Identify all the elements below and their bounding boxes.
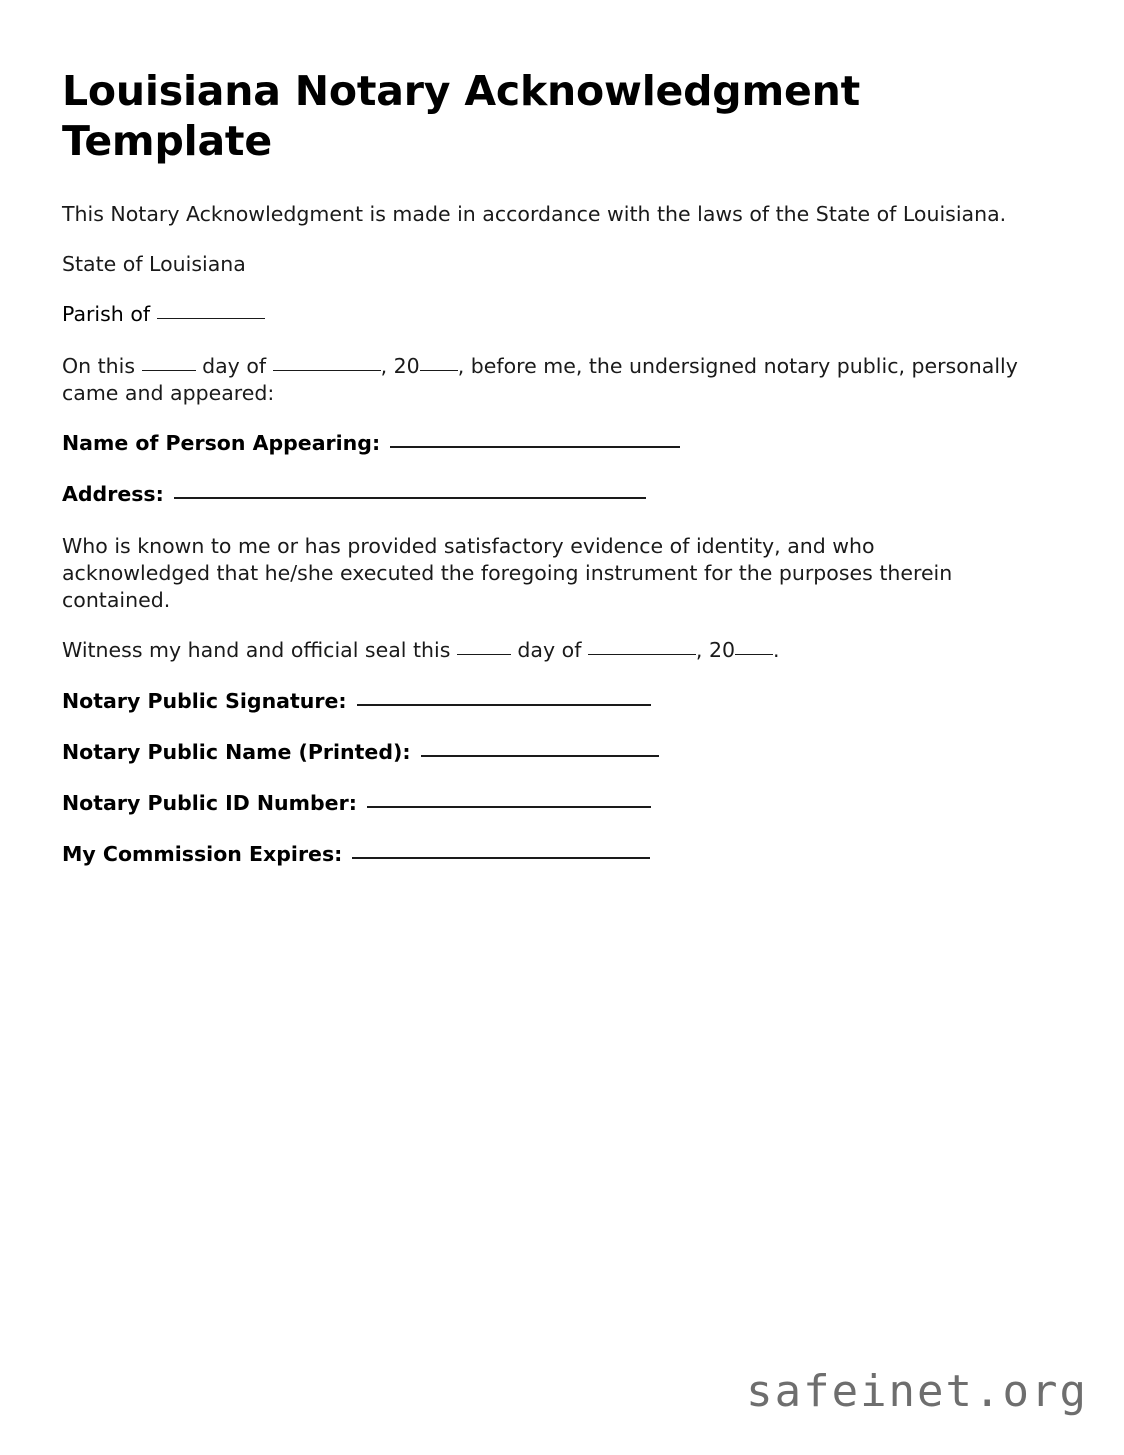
field-notary-public-signature (62, 688, 1022, 715)
witness-day-blank-rule[interactable] (457, 654, 511, 655)
witness-paragraph (62, 637, 1022, 664)
my-commission-expires-label: My Commission Expires: (62, 842, 343, 867)
address-label: Address: (62, 482, 164, 507)
witness-text-1: Witness my hand and official seal this (62, 638, 457, 663)
witness-text-3: , 20 (695, 638, 736, 663)
appearance-year-blank-rule[interactable] (420, 370, 458, 371)
parish-line (62, 301, 1022, 328)
notary-public-signature-label: Notary Public Signature: (62, 688, 347, 713)
intro-paragraph: This Notary Acknowledgment is made in accordance with the laws of the State of Louisiana. (62, 201, 1007, 226)
witness-year-blank-rule[interactable] (735, 654, 773, 655)
appearance-day-blank-rule[interactable] (142, 370, 196, 371)
appearance-text-3: , 20 (380, 353, 420, 378)
appearance-text-2: day of (195, 353, 273, 378)
witness-text-4: . (773, 638, 780, 663)
field-notary-public-id-number (62, 790, 1022, 817)
notary-public-id-number-label: Notary Public ID Number: (62, 791, 357, 816)
name-of-person-appearing-label: Name of Person Appearing: (62, 431, 381, 456)
state-line: State of Louisiana (62, 252, 246, 277)
notary-public-name-printed-label: Notary Public Name (Printed): (62, 739, 411, 764)
my-commission-expires-blank-rule[interactable] (352, 857, 650, 859)
appearance-month-blank-rule[interactable] (273, 370, 381, 371)
field-notary-public-name-printed (62, 739, 1022, 766)
acknowledgment-paragraph: Who is known to me or has provided satisfactory evidence of identity, and who acknowledged that he/she executed the foregoing instrument for the purposes therein contained. (62, 533, 953, 613)
field-my-commission-expires (62, 841, 1022, 868)
name-of-person-appearing-blank-rule[interactable] (390, 446, 680, 448)
witness-text-2: day of (510, 638, 588, 663)
parish-label: Parish of (62, 302, 157, 327)
document-content (62, 66, 1022, 893)
page-title: Louisiana Notary Acknowledgment Template (62, 67, 860, 166)
notary-public-id-number-blank-rule[interactable] (367, 806, 651, 808)
notary-public-name-printed-blank-rule[interactable] (421, 755, 659, 757)
site-watermark: safeinet.org (746, 1366, 1088, 1417)
parish-blank-rule[interactable] (157, 318, 265, 319)
address-blank-rule[interactable] (174, 497, 646, 499)
appearance-text-4: , before me, the undersigned notary public, personally came and appeared: (62, 353, 1018, 405)
appearance-paragraph (62, 353, 1022, 408)
field-address (62, 481, 1022, 508)
field-name-of-person-appearing (62, 430, 1022, 457)
appearance-text-1: On this (62, 353, 142, 378)
notary-public-signature-blank-rule[interactable] (357, 704, 651, 706)
witness-month-blank-rule[interactable] (588, 654, 696, 655)
